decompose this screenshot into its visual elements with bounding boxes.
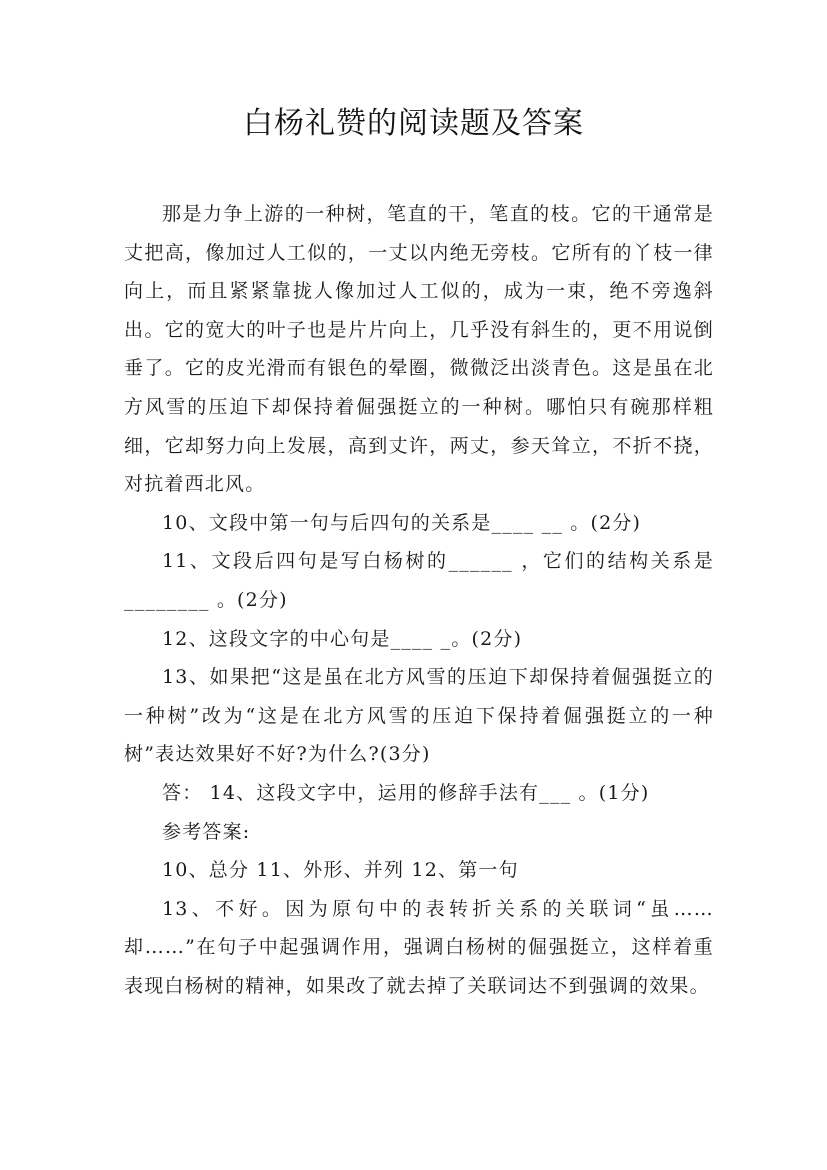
document-body [124, 195, 714, 1005]
passage-paragraph: 那是力争上游的一种树，笔直的干，笔直的枝。它的干通常是丈把高，像加过人工似的，一丈以内绝无旁枝。它所有的丫枝一律向上，而且紧紧靠拢人像加过人工似的，成为一束，绝不旁逸斜出。它的宽大的叶子也是片片向上，几乎没有斜生的，更不用说倒垂了。它的皮光滑而有银色的晕圈，微微泛出淡青色。这是虽在北方风雪的压迫下却保持着倔强挺立的一种树。哪怕只有碗那样粗细，它却努力向上发展，高到丈许，两丈，参天耸立，不折不挠，对抗着西北风。 [124, 203, 714, 496]
answer-and-question-14: 答： 14、这段文字中，运用的修辞手法有___ 。(1分) [162, 781, 650, 804]
question-13: 13、如果把“这是虽在北方风雪的压迫下却保持着倔强挺立的一种树”改为“这是在北方风雪的压迫下保持着倔强挺立的一种树”表达效果好不好?为什么?(3分) [124, 666, 714, 766]
answer-13: 13、不好。因为原句中的表转折关系的关联词“虽……却……”在句子中起强调作用，强调白杨树的倔强挺立，这样着重表现白杨树的精神，如果改了就去掉了关联词达不到强调的效果。 [124, 897, 714, 997]
reference-answer-heading: 参考答案: [162, 820, 251, 843]
answer-10-12: 10、总分 11、外形、并列 12、第一句 [162, 859, 519, 882]
question-12: 12、这段文字的中心句是____ _。(2分) [162, 627, 523, 650]
question-10: 10、文段中第一句与后四句的关系是____ __ 。(2分) [162, 511, 642, 534]
document-title: 白杨礼赞的阅读题及答案 [243, 106, 584, 141]
question-11: 11、文段后四句是写白杨树的______ ，它们的结构关系是________ 。(2分) [124, 550, 714, 611]
